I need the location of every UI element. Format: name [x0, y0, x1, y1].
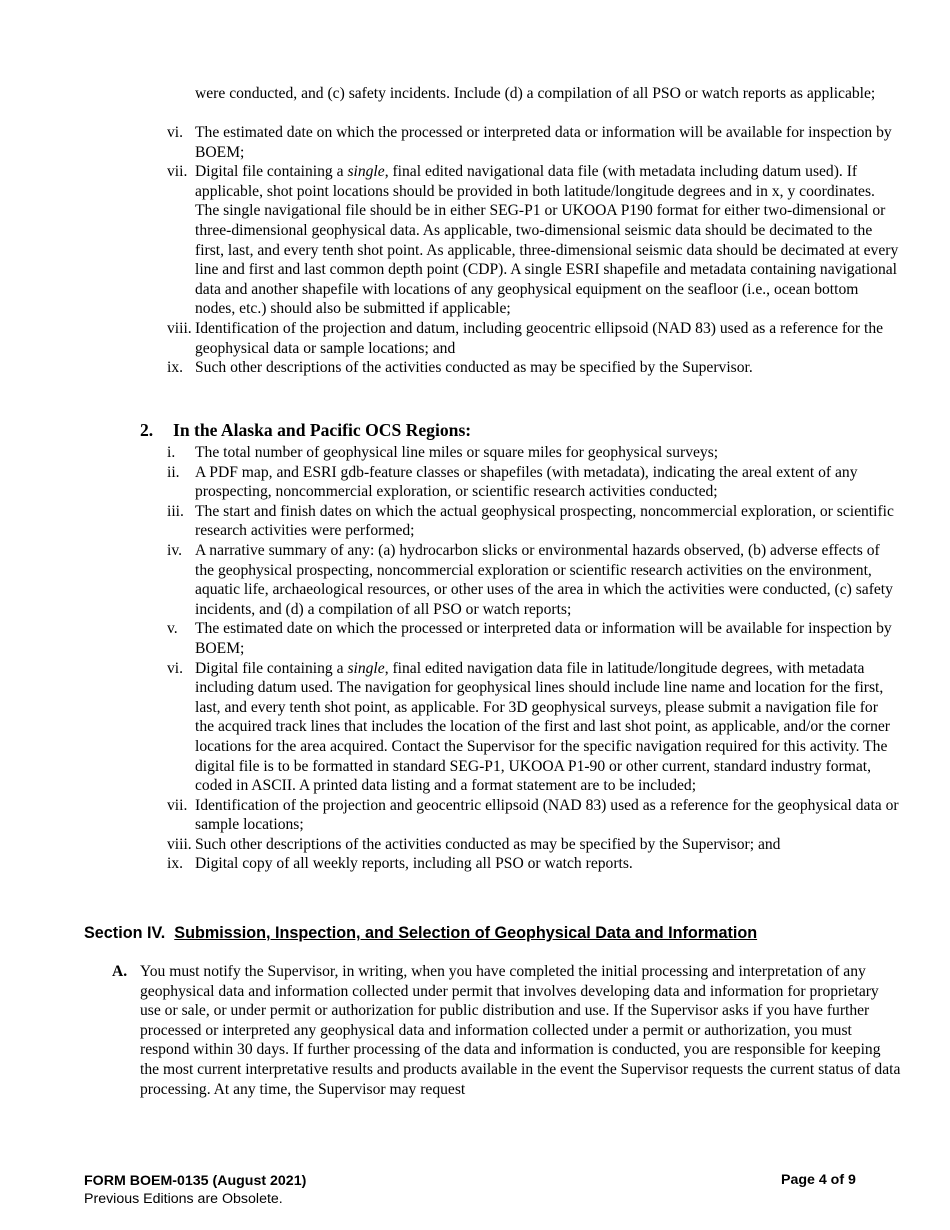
list-item-emphasis: single	[347, 659, 385, 677]
list-item-number: ix.	[167, 359, 184, 377]
list-item	[0, 443, 950, 463]
list-item-text: Identification of the projection and geocentric ellipsoid (NAD 83) used as a reference for the geophysical data or sample locations;	[195, 796, 899, 834]
paragraph-text: You must notify the Supervisor, in writing, when you have completed the initial processing and interpretation of any geophysical data and information collected under permit that involves developing data and information for proprietary use or sale, or under permit or authorization for public distribution and use. If the Supervisor asks if you have further processed or interpreted any geophysical data and information collected under a permit or authorization, you must respond within 30 days. If further processing of the data and information is conducted, you are responsible for keeping the most current interpretative results and products available in the event the Supervisor requests the current status of data processing. At any time, the Supervisor may request	[140, 963, 901, 1098]
list-item	[0, 835, 950, 855]
list-item-text: Digital file containing a	[195, 659, 348, 677]
list-item-number: viii.	[167, 835, 192, 853]
list-item-text: The total number of geophysical line miles or square miles for geophysical surveys;	[195, 444, 719, 461]
list-item-number: vi.	[167, 659, 184, 677]
list-item-text: Identification of the projection and datum, including geocentric ellipsoid (NAD 83) used as a reference for the geophysical data or sample locations; and	[195, 319, 884, 357]
list-item	[0, 319, 950, 358]
list-item-number: ii.	[167, 463, 180, 481]
list-item	[0, 162, 950, 319]
list-item-text: A PDF map, and ESRI gdb-feature classes or shapefiles (with metadata), indicating the areal extent of any prospecting, noncommercial exploration, or scientific research activities conducted;	[195, 463, 858, 501]
list-item-number: v.	[167, 620, 178, 638]
list-item-text: Such other descriptions of the activities conducted as may be specified by the Supervisor.	[195, 359, 753, 377]
footer-form-info	[84, 1172, 306, 1208]
list-item	[0, 541, 950, 619]
paragraph-letter: A.	[112, 963, 128, 980]
list-item-text: The estimated date on which the processed or interpreted data or information will be available for inspection by BOEM;	[195, 124, 892, 161]
page-number: Page 4 of 9	[781, 1172, 856, 1188]
list-item-text: , final edited navigation data file in latitude/longitude degrees, with metadata including datum used. The navigation for geophysical lines should include line name and location for the first, last, and every tenth shot point, as applicable. For 3D geophysical surveys, please submit a navigation file for the acquired track lines that includes the location of the first and last shot point, as applicable, and/or the corner locations for the area acquired. Contact the Supervisor for the specific navigation required for this activity. The digital file is to be formatted in standard SEG-P1, UKOOA P1-90 or other current, standard industry format, coded in ASCII. A printed data listing and a format statement are to be included;	[195, 659, 890, 795]
list-item	[0, 659, 950, 796]
list-item	[0, 619, 950, 658]
region-list-2	[0, 443, 950, 874]
list-item-number: i.	[167, 444, 176, 461]
list-item	[0, 502, 950, 541]
list-item	[0, 463, 950, 502]
list-item-text: , final edited navigational data file (with metadata including datum used). If applicable, shot point locations should be provided in both latitude/longitude degrees and in x, y coordinates. The single navigational file should be in either SEG-P1 or UKOOA P190 format for either two-dimensional or three-dimensional geophysical data. As applicable, two-dimensional seismic data should be decimated to the first, last, and every tenth shot point. As applicable, three-dimensional seismic data should be decimated at every line and first and last common depth point (CDP). A single ESRI shapefile and metadata containing navigational data and another shapefile with locations of any geophysical equipment on the seafloor (i.e., ocean bottom nodes, etc.) should also be submitted if applicable;	[195, 163, 899, 318]
list-item-emphasis: single	[347, 163, 385, 181]
form-number: FORM BOEM-0135 (August 2021)	[84, 1173, 307, 1189]
list-item-text: The start and finish dates on which the actual geophysical prospecting, noncommercial exploration, or scientific research activities were performed;	[195, 502, 894, 540]
list-item	[0, 796, 950, 835]
subsection-heading	[140, 420, 471, 441]
list-item	[0, 854, 950, 874]
paragraph-a	[112, 962, 902, 1099]
obsolete-note: Previous Editions are Obsolete.	[84, 1191, 283, 1207]
list-item-number: viii.	[167, 319, 192, 337]
subsection-number: 2.	[140, 420, 154, 440]
list-item-text: Such other descriptions of the activities conducted as may be specified by the Supervisor; and	[195, 835, 781, 853]
list-item	[0, 358, 950, 378]
section-label: Section IV.	[84, 924, 166, 942]
list-item-number: vi.	[167, 124, 184, 141]
list-item-text: Digital copy of all weekly reports, including all PSO or watch reports.	[195, 855, 633, 873]
list-item-text: The estimated date on which the processed or interpreted data or information will be available for inspection by BOEM;	[195, 620, 892, 657]
subsection-title: In the Alaska and Pacific OCS Regions:	[173, 420, 472, 440]
list-item-number: ix.	[167, 855, 184, 873]
section-heading	[84, 924, 757, 943]
list-item-number: vii.	[167, 796, 188, 814]
list-item	[0, 123, 950, 162]
list-item-number: iv.	[167, 541, 183, 559]
section-title: Submission, Inspection, and Selection of Geophysical Data and Information	[174, 924, 758, 942]
list-item-text: Digital file containing a	[195, 163, 348, 181]
list-item-text: A narrative summary of any: (a) hydrocarbon slicks or environmental hazards observed, (b) adverse effects of the geophysical prospecting, noncommercial exploration or scientific research activities on the environment, aquatic life, archaeological resources, or other uses of the area in which the activities were conducted, (c) safety incidents, and (d) a compilation of all PSO or watch reports;	[195, 541, 893, 618]
list-item-number: iii.	[167, 502, 184, 520]
region-list-1	[0, 123, 950, 378]
continued-paragraph: were conducted, and (c) safety incidents. Include (d) a compilation of all PSO or watch reports as applicable;	[195, 85, 876, 102]
list-item-number: vii.	[167, 163, 188, 181]
